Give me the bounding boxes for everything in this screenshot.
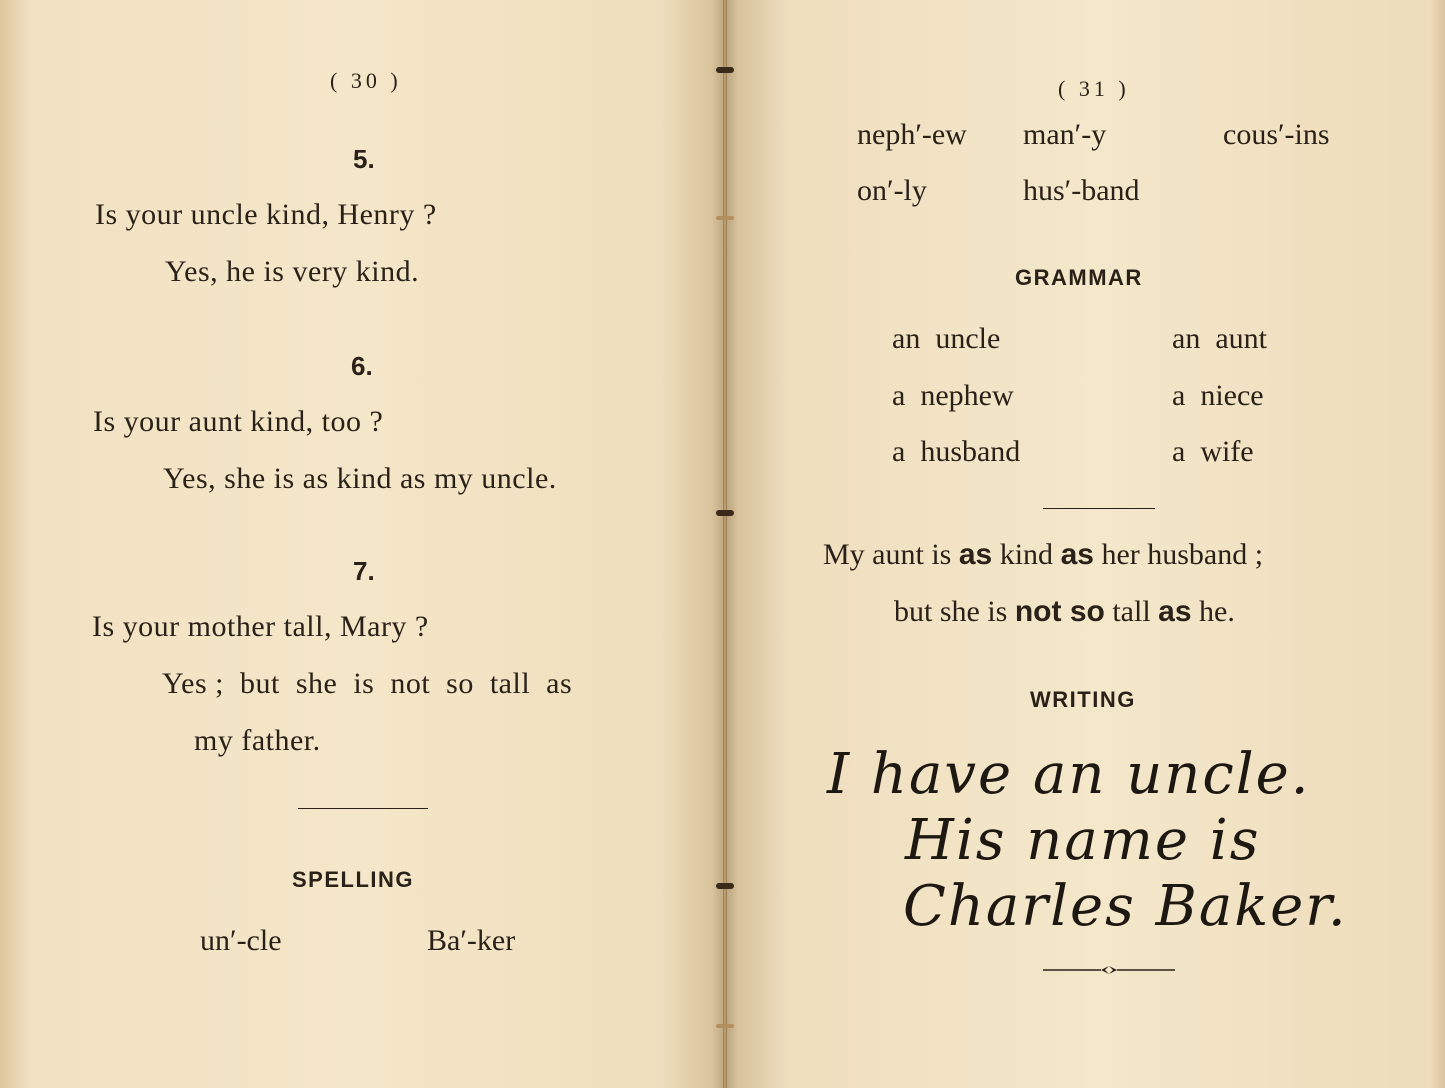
example-sentence-1 (823, 538, 1263, 572)
sentence-emphasis: as (958, 538, 993, 571)
question-7: Is your mother tall, Mary ? (92, 610, 429, 643)
spelling-heading: SPELLING (292, 867, 415, 892)
sentence-text: My aunt is (823, 538, 952, 571)
sentence-emphasis: not so (1014, 595, 1105, 628)
sentence-text: her husband ; (1101, 538, 1264, 571)
grammar-word: a niece (1172, 379, 1264, 412)
sentence-emphasis: as (1158, 595, 1192, 628)
question-6: Is your aunt kind, too ? (93, 405, 384, 438)
example-sentence-2 (894, 595, 1235, 629)
spelling-word: cous′-ins (1223, 118, 1330, 151)
page-number: ( 30 ) (330, 68, 402, 93)
divider-rule (1043, 508, 1155, 509)
handwriting-line: Charles Baker. (903, 874, 1348, 939)
sentence-text: tall (1112, 595, 1151, 628)
sentence-text: kind (999, 538, 1054, 571)
sentence-emphasis: as (1060, 538, 1094, 571)
question-5: Is your uncle kind, Henry ? (95, 198, 437, 231)
grammar-word: a wife (1172, 435, 1254, 468)
right-page (727, 0, 1445, 1088)
section-number-7: 7. (353, 556, 375, 586)
spelling-word: Ba′-ker (427, 924, 516, 957)
spelling-word: hus′-band (1023, 174, 1140, 207)
divider-rule (298, 808, 428, 809)
handwriting-line: I have an uncle. (827, 742, 1311, 807)
answer-7-line2: my father. (194, 724, 321, 757)
handwriting-line: His name is (905, 808, 1261, 873)
grammar-word: a husband (892, 435, 1021, 468)
spelling-word: neph′-ew (857, 118, 967, 151)
grammar-heading: GRAMMAR (1015, 265, 1143, 290)
spelling-word: man′-y (1023, 118, 1107, 151)
answer-5: Yes, he is very kind. (165, 255, 420, 288)
spelling-word: un′-cle (200, 924, 282, 957)
grammar-word: an aunt (1172, 322, 1267, 355)
sentence-text: but she is (894, 595, 1008, 628)
section-number-5: 5. (353, 144, 375, 174)
answer-6: Yes, she is as kind as my uncle. (163, 462, 557, 495)
section-number-6: 6. (351, 351, 373, 381)
ornament-rule (1043, 962, 1175, 978)
answer-7-line1: Yes ; but she is not so tall as (162, 667, 573, 700)
writing-heading: WRITING (1030, 687, 1136, 712)
sentence-text: he. (1199, 595, 1235, 628)
grammar-word: an uncle (892, 322, 1001, 355)
grammar-word: a nephew (892, 379, 1014, 412)
page-number: ( 31 ) (1058, 76, 1130, 101)
spelling-word: on′-ly (857, 174, 927, 207)
